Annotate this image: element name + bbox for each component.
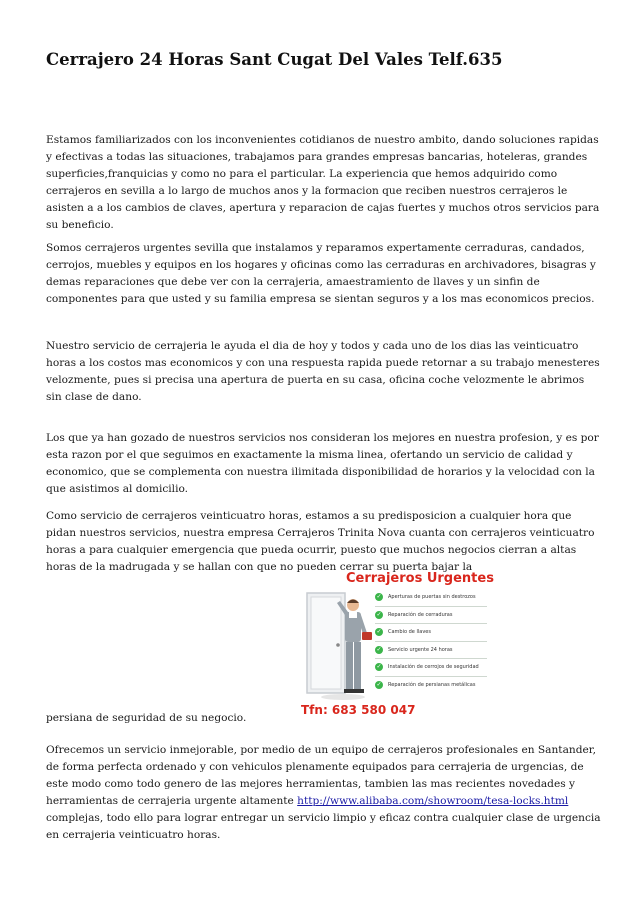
check-icon: ✓	[376, 593, 382, 601]
ad-title: Cerrajeros Urgentes	[346, 571, 494, 586]
paragraph-intro: Estamos familiarizados con los inconvenientes cotidianos de nuestro ambito, dando soluciones rapidas y efectivas a todas las situaciones, trabajamos para grandes empresas bancarias, hoteleras, grandes superficies,franquicias y como no para el particular. La experiencia que hemos adquirido como cerrajeros en sevilla a lo largo de muchos anos y la formacion que reciben nuestros cerrajeros le asisten a a los cambios de claves, apertura y reparacion de cajas fuertes y muchos otros servicios para su beneficio.	[46, 134, 600, 231]
ad-service-label: Reparación de persianas metálicas	[388, 681, 476, 688]
ad-service-item	[375, 642, 487, 660]
check-icon: ✓	[376, 628, 382, 636]
ad-phone: Tfn: 683 580 047	[301, 703, 416, 717]
check-icon: ✓	[376, 680, 382, 688]
paragraph-offer-tail: complejas, todo ello para lograr entregar un servicio limpio y eficaz contra cualquier clase de urgencia en cerrajeria veinticuatro horas.	[46, 812, 601, 841]
ad-service-item	[375, 677, 487, 694]
paragraph-availability: Nuestro servicio de cerrajeria le ayuda el dia de hoy y todos y cada uno de los dias las veinticuatro horas a los costos mas economicos y con una respuesta rapida puede retornar a su trabajo menesteres velozmente, pues si precisa una apertura de puerta en su casa, oficina coche velozmente le abrimos sin clase de dano.	[46, 340, 600, 403]
ad-service-item	[375, 624, 487, 642]
ad-service-list	[375, 589, 487, 693]
ad-service-item	[375, 607, 487, 625]
ad-service-label: Aperturas de puertas sin destrozos	[388, 594, 476, 601]
locksmith-figure-icon	[301, 585, 381, 703]
paragraph-offer-text: Ofrecemos un servicio inmejorable, por medio de un equipo de cerrajeros profesionales en Santander, de forma perfecta ordenado y con vehiculos plenamente equipados para cerrajeria de urgencias, de este modo como todo genero de las mejores herramientas, tambien las mas recientes novedades y herramientas de cerrajeria urgente altamente	[46, 744, 597, 807]
ad-service-label: Cambio de llaves	[388, 629, 431, 636]
ad-service-label: Servicio urgente 24 horas	[388, 646, 453, 653]
ad-service-item	[375, 589, 487, 607]
check-icon: ✓	[376, 645, 382, 653]
ad-service-label: Instalación de cerrojos de seguridad	[388, 664, 479, 671]
check-icon: ✓	[376, 663, 382, 671]
ad-image	[301, 565, 494, 717]
page-title: Cerrajero 24 Horas Sant Cugat Del Vales Telf.635	[46, 50, 503, 69]
check-icon: ✓	[376, 610, 382, 618]
ad-service-label: Reparación de cerraduras	[388, 611, 453, 618]
paragraph-services: Somos cerrajeros urgentes sevilla que instalamos y reparamos expertamente cerraduras, candados, cerrojos, muebles y equipos en los hogares y oficinas como las cerraduras en archivadores, bisagras y demas reparaciones que debe ver con la cerrajeria, amaestramiento de llaves y un sinfin de componentes para que usted y su familia empresa se sientan seguros y a los mas economicos precios.	[46, 242, 596, 305]
paragraph-continuation: persiana de seguridad de su negocio.	[46, 712, 247, 724]
ad-service-item	[375, 659, 487, 677]
external-link[interactable]: http://www.alibaba.com/showroom/tesa-locks.html	[297, 795, 569, 807]
paragraph-offer	[46, 742, 602, 844]
paragraph-reputation: Los que ya han gozado de nuestros servicios nos consideran los mejores en nuestra profesion, y es por esta razon por el que seguimos en exactamente la misma linea, ofertando un servicio de calidad y economico, que se complementa con nuestra ilimitada disponibilidad de horarios y la velocidad con la que asistimos al domicilio.	[46, 432, 599, 495]
paragraph-24h: Como servicio de cerrajeros veinticuatro horas, estamos a su predisposicion a cualquier hora que pidan nuestros servicios, nuestra empresa Cerrajeros Trinita Nova cuanta con cerrajeros veinticuatro horas a para cualquier emergencia que pueda ocurrir, puesto que muchos negocios cierran a altas horas de la madrugada y se hallan con que no pueden cerrar su puerta bajar la	[46, 510, 595, 573]
